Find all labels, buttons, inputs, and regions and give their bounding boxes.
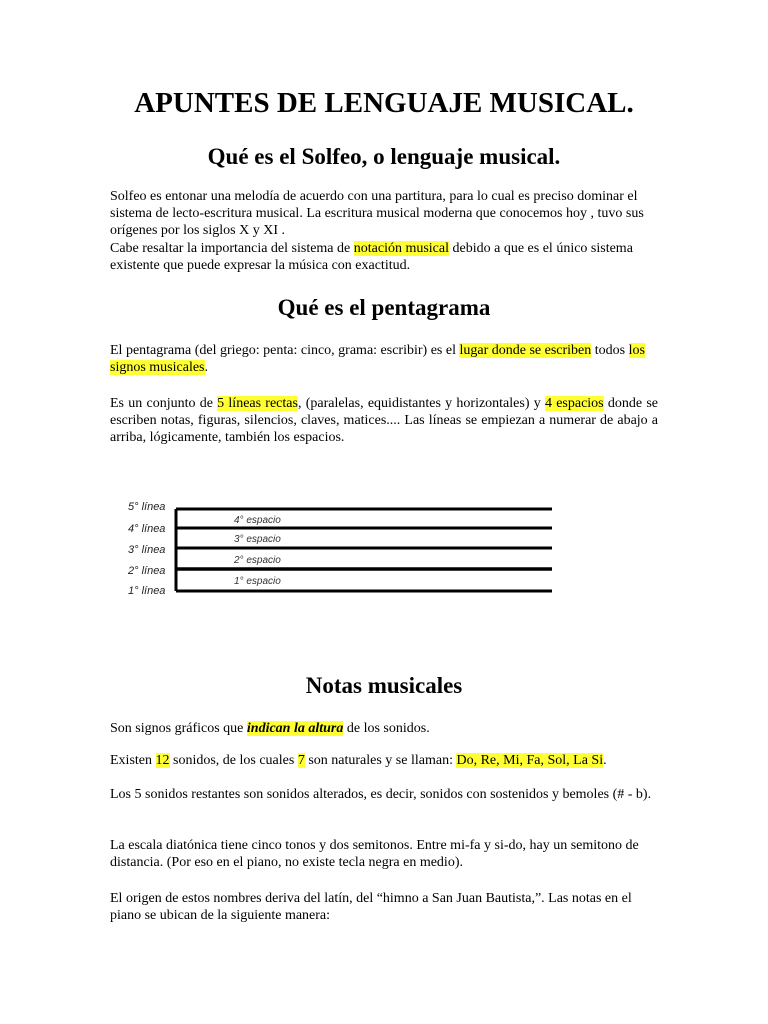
notas-p2-text-d: . (603, 753, 607, 768)
solfeo-p2-text-b: debido a que es el único sistema existente que puede expresar la música con exactitud. (110, 241, 633, 273)
highlight-note-names: Do, Re, Mi, Fa, Sol, La Si (456, 753, 604, 768)
notas-paragraph-4: La escala diatónica tiene cinco tonos y dos semitonos. Entre mi-fa y si-do, hay un semitono de distancia. (Por eso en el piano, no existe tecla negra en medio). (110, 838, 639, 870)
staff-label-line-3: 3° línea (128, 544, 166, 556)
penta-p2-text-a: Es un conjunto de (110, 396, 218, 411)
highlight-12: 12 (155, 753, 170, 768)
document-title: APUNTES DE LENGUAJE MUSICAL. (134, 87, 634, 119)
notas-p1-text-b: de los sonidos. (343, 721, 430, 736)
pentagrama-paragraph-2 (110, 395, 658, 446)
highlight-lugar-donde: lugar donde se escriben (459, 343, 592, 358)
penta-p2-text-b: , (paralelas, equidistantes y horizontales) y (297, 396, 545, 411)
highlight-7: 7 (297, 753, 305, 768)
notas-paragraph-2 (110, 752, 658, 769)
highlight-4-espacios: 4 espacios (544, 396, 604, 411)
notas-paragraph-3: Los 5 sonidos restantes son sonidos alterados, es decir, sonidos con sostenidos y bemoles (# - b). (110, 787, 652, 802)
highlight-notacion-musical: notación musical (353, 241, 450, 256)
notas-paragraph-5: El origen de estos nombres deriva del latín, del “himno a San Juan Bautista,”. Las notas en el piano se ubican de la siguiente manera: (110, 891, 632, 923)
heading-solfeo: Qué es el Solfeo, o lenguaje musical. (207, 144, 561, 169)
solfeo-paragraph-2 (110, 240, 658, 274)
pentagrama-paragraph-1 (110, 342, 658, 376)
staff-label-space-4: 4° espacio (234, 515, 281, 526)
staff-label-line-1: 1° línea (128, 585, 166, 597)
notas-paragraph-1 (110, 720, 658, 737)
staff-label-space-1: 1° espacio (234, 576, 281, 587)
notas-p2-text-a: Existen (110, 753, 156, 768)
staff-label-line-4: 4° línea (128, 523, 166, 535)
staff-diagram (124, 496, 554, 600)
penta-p1-text-b: todos (591, 343, 629, 358)
highlight-indican-la-altura: indican la altura (246, 721, 344, 736)
solfeo-paragraph-1: Solfeo es entonar una melodía de acuerdo con una partitura, para lo cual es preciso dominar el sistema de lecto-escritura musical. La escritura musical moderna que conocemos hoy , tuvo sus orígenes por los siglos X y XI . (110, 189, 644, 238)
penta-p2-text-c: donde se escriben notas, figuras, silencios, claves, matices.... Las líneas se empiezan a numerar de abajo a arriba, lógicamente, también los espacios. (110, 396, 658, 445)
staff-label-space-2: 2° espacio (234, 555, 281, 566)
heading-notas: Notas musicales (305, 673, 463, 698)
penta-p1-text-c: . (204, 360, 208, 375)
solfeo-p2-text-a: Cabe resaltar la importancia del sistema de (110, 241, 354, 256)
notas-p2-text-b: sonidos, de los cuales (169, 753, 298, 768)
notas-p2-text-c: son naturales y se llaman: (304, 753, 457, 768)
penta-p1-text-a: El pentagrama (del griego: penta: cinco, grama: escribir) es el (110, 343, 460, 358)
staff-label-line-2: 2° línea (128, 565, 166, 577)
notas-p1-text-a: Son signos gráficos que (110, 721, 247, 736)
heading-pentagrama: Qué es el pentagrama (277, 295, 491, 320)
highlight-signos-musicales: los signos musicales (110, 343, 645, 375)
staff-label-line-5: 5° línea (128, 501, 166, 513)
highlight-5-lineas: 5 líneas rectas (217, 396, 298, 411)
staff-label-space-3: 3° espacio (234, 534, 281, 545)
